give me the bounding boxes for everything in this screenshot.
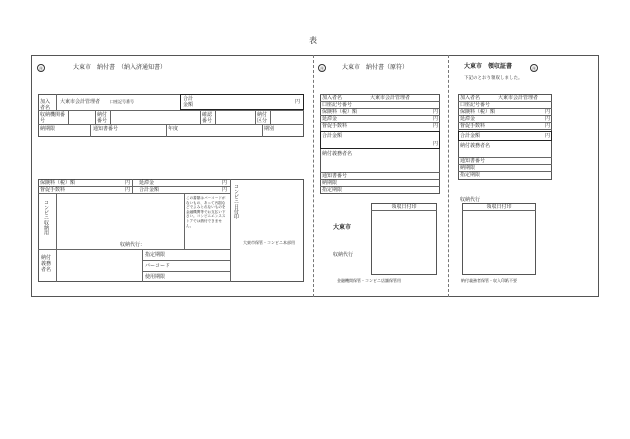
payer-label: 加入者名 [40,99,51,111]
part2-reminder-yen: 円 [433,123,439,129]
delay-yen: 円 [222,180,228,186]
part2-account-label: 口座記号番号 [322,102,353,108]
part3-total-yen: 円 [545,133,551,139]
part2-stamp-box [371,203,437,275]
part2-payer-label: 加入者名 [322,95,343,101]
part2-designated-label: 指定期限 [322,187,343,193]
account-label: 口座記号番号 [110,99,134,104]
part2-footer: 金融機関保管・コンビニ店舗保管用 [337,278,401,283]
total2-label: 合計金額 [139,187,160,193]
insurance-label: 保険料（税）額 [40,180,76,186]
payment-no-label: 納付番号 [97,112,108,124]
fiscal-year-label: 年度 [168,126,179,132]
part2-reminder-label: 督促手数料 [322,123,348,129]
barcode-label: バーコード [145,263,171,269]
use-deadline-label: 使用期限 [145,274,166,280]
total2-yen: 円 [222,187,228,193]
part1-lower-table [38,179,304,282]
seal-circle-icon: ㊞ [532,66,536,71]
part3-account-label: 口座記号番号 [460,102,491,108]
part3-title: 大東市 領収証書 [464,63,513,70]
part3-delay-label: 延滞金 [460,116,476,122]
part3-notice-no-label: 通知書番号 [460,158,486,164]
part3-deadline-label: 納期限 [460,165,476,171]
part2-total-yen: 円 [433,141,439,147]
page-title: 表 [309,36,317,45]
part3-reminder-yen: 円 [545,123,551,129]
part2-deadline-label: 納期限 [322,180,338,186]
part3-footer: 納付義務者保管・収入印紙不要 [461,278,517,283]
part3-reminder-label: 督促手数料 [460,123,486,129]
part3-insurance-yen: 円 [545,109,551,115]
part3-payer-label: 加入者名 [460,95,481,101]
insurance-yen: 円 [125,180,131,186]
part3-designated-label: 指定期限 [460,172,481,178]
part2-agent-label: 収納代行 [333,252,354,258]
notice-no-label: 通知書番号 [93,126,119,132]
seal-circle-icon: ㊞ [39,66,43,71]
part2-delay-yen: 円 [433,116,439,122]
conv-seal-label: コンビニ日付印 [233,184,239,219]
part3-stamp-box [462,203,536,275]
part2-notice-no-label: 通知書番号 [322,173,348,179]
part2-title: 大東市 納付書（原符） [342,64,409,71]
conv-label: コンビニ収納用 [43,200,49,235]
confirm-no-label: 確認番号 [202,112,213,124]
institution-label: 収納機関番号 [40,112,66,124]
reminder-yen: 円 [125,187,131,193]
part2-total-label: 合計金額 [322,133,343,139]
deadline-label: 納期限 [40,126,56,132]
part2-insurance-label: 保険料（税）額 [322,109,358,115]
part2-city: 大東市 [333,224,352,231]
part3-payer-name: 大東市会計管理者 [498,95,539,101]
part3-delay-yen: 円 [545,116,551,122]
agent-label: 収納代行： [120,242,146,248]
total-yen: 円 [295,99,301,105]
part2-insurance-yen: 円 [433,109,439,115]
part3-agent-label: 収納代行 [460,197,481,203]
part1-total-box [180,94,304,110]
part3-subtitle: 下記のとおり領収しました。 [464,76,523,81]
seal-circle-icon: ㊞ [320,66,324,71]
period-label: 期別 [264,126,275,132]
payer-name: 大東市会計管理者 [60,99,101,105]
part2-payer2-label: 納付義務者名 [322,151,353,157]
part2-delay-label: 延滞金 [322,116,338,122]
part3-stamp-label: 領収日付印 [486,204,512,210]
delay-label: 延滞金 [139,180,155,186]
designated-label: 指定期限 [145,252,166,258]
part3-insurance-label: 保険料（税）額 [460,109,496,115]
part1-title: 大東市 納付書 （納入済通知書） [73,64,167,71]
reminder-label: 督促手数料 [40,187,66,193]
payment-class-label: 納付区分 [257,112,268,124]
part3-payer2-label: 納付義務者名 [460,143,491,149]
payer2-label: 納付義務者名 [41,255,52,273]
total-label: 合計金額 [183,96,194,108]
part2-payer-name: 大東市会計管理者 [370,95,411,101]
part2-stamp-label: 領収日付印 [391,204,417,210]
part1-footer: 大東市保管・コンビニ本部用 [243,240,295,245]
barcode-note: この書類はバーコードがないもの、あって汚損などでよみとれないものを金融機関等でお支払い下さい。コンビニエンスストアでは納付できません。 [186,196,226,228]
part3-total-label: 合計金額 [460,133,481,139]
